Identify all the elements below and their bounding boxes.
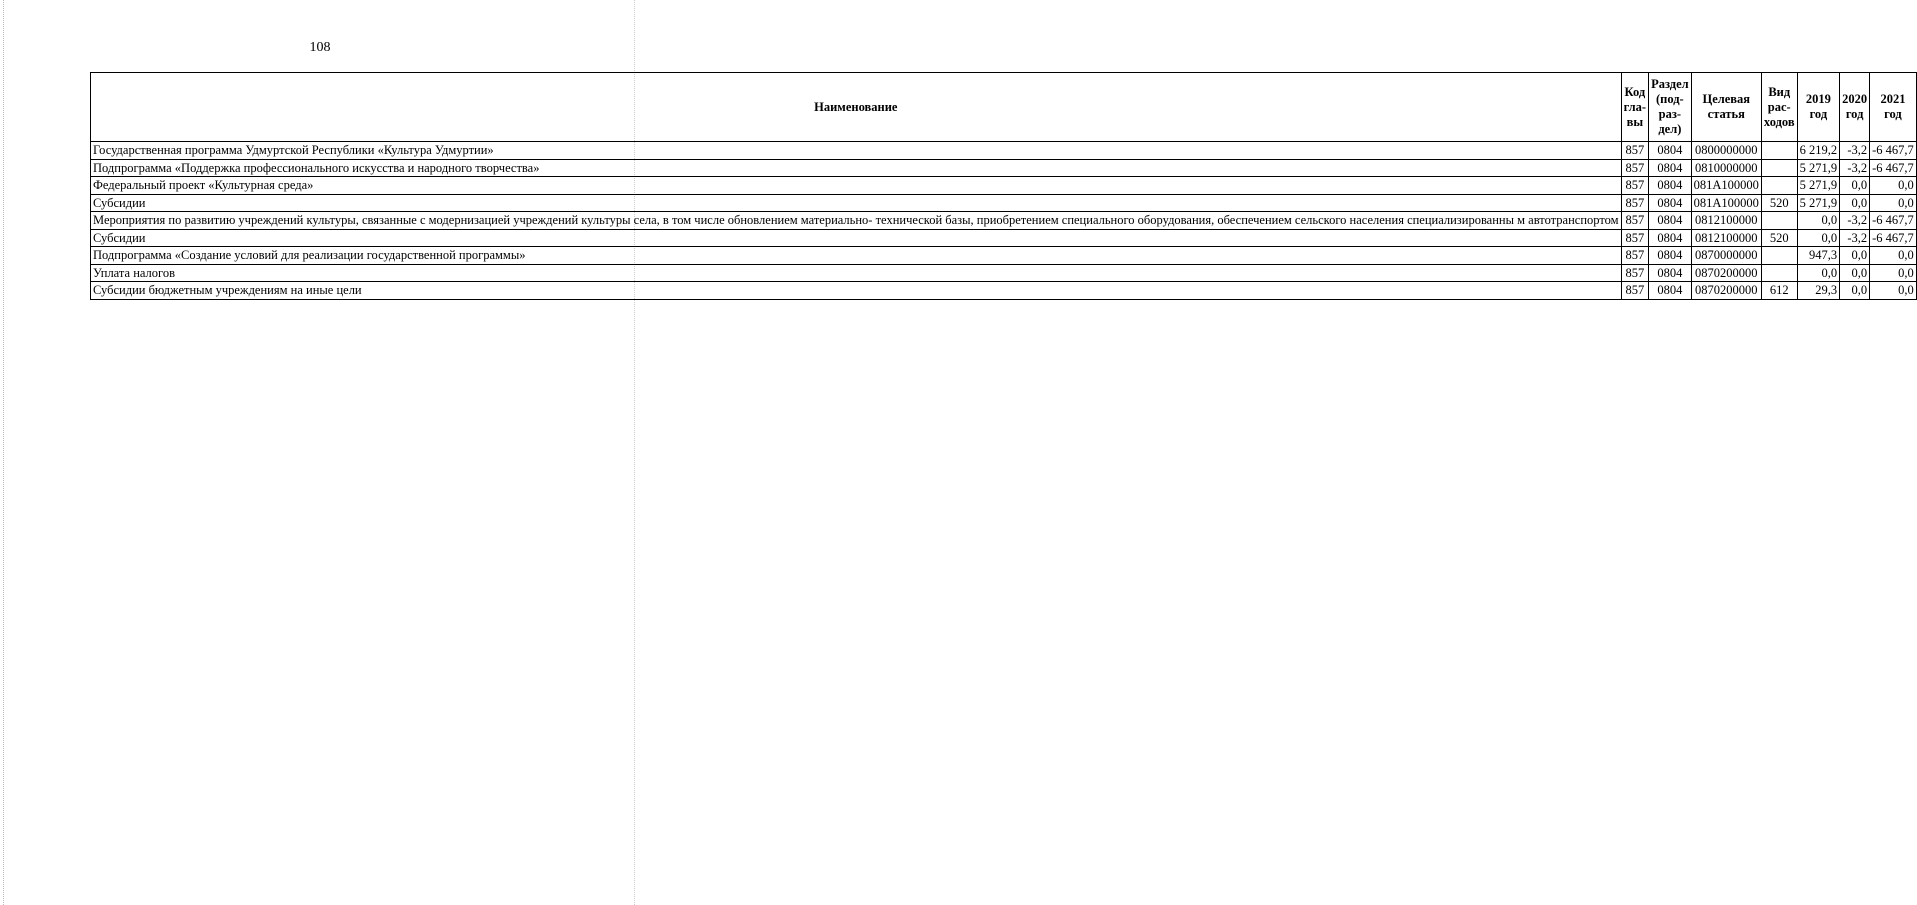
row-name: Субсидии xyxy=(91,229,1622,247)
table-row xyxy=(91,142,1917,160)
row-value-2020: 0,0 xyxy=(1840,177,1870,195)
row-expense-type: 520 xyxy=(1761,194,1797,212)
table-row xyxy=(91,264,1917,282)
row-value-2019: 5 271,9 xyxy=(1797,177,1840,195)
header-chapter-code: Код гла- вы xyxy=(1621,73,1648,142)
row-value-2021: -6 467,7 xyxy=(1870,159,1917,177)
row-chapter-code: 857 xyxy=(1621,229,1648,247)
row-value-2021: 0,0 xyxy=(1870,282,1917,300)
table-row xyxy=(91,194,1917,212)
row-target-article: 0870000000 xyxy=(1691,247,1761,265)
row-value-2019: 947,3 xyxy=(1797,247,1840,265)
row-section: 0804 xyxy=(1649,159,1692,177)
row-value-2020: 0,0 xyxy=(1840,247,1870,265)
header-2019: 2019 год xyxy=(1797,73,1840,142)
row-expense-type xyxy=(1761,247,1797,265)
row-expense-type xyxy=(1761,142,1797,160)
scan-edge-left xyxy=(3,0,5,905)
header-2020: 2020 год xyxy=(1840,73,1870,142)
row-value-2019: 6 219,2 xyxy=(1797,142,1840,160)
table-row xyxy=(91,177,1917,195)
row-value-2021: -6 467,7 xyxy=(1870,229,1917,247)
row-section: 0804 xyxy=(1649,264,1692,282)
header-section: Раздел (под- раз- дел) xyxy=(1649,73,1692,142)
row-target-article: 081A100000 xyxy=(1691,194,1761,212)
row-expense-type xyxy=(1761,212,1797,230)
row-target-article: 0812100000 xyxy=(1691,212,1761,230)
row-chapter-code: 857 xyxy=(1621,212,1648,230)
page-number: 108 xyxy=(309,40,331,55)
row-value-2020: 0,0 xyxy=(1840,282,1870,300)
row-name: Государственная программа Удмуртской Республики «Культура Удмуртии» xyxy=(91,142,1622,160)
row-section: 0804 xyxy=(1649,212,1692,230)
header-name: Наименование xyxy=(91,73,1622,142)
row-target-article: 0870200000 xyxy=(1691,264,1761,282)
row-value-2020: -3,2 xyxy=(1840,212,1870,230)
row-section: 0804 xyxy=(1649,229,1692,247)
row-name: Подпрограмма «Поддержка профессионального искусства и народного творчества» xyxy=(91,159,1622,177)
row-section: 0804 xyxy=(1649,142,1692,160)
row-value-2021: 0,0 xyxy=(1870,177,1917,195)
row-value-2021: 0,0 xyxy=(1870,247,1917,265)
row-chapter-code: 857 xyxy=(1621,282,1648,300)
row-chapter-code: 857 xyxy=(1621,177,1648,195)
row-chapter-code: 857 xyxy=(1621,194,1648,212)
row-value-2019: 29,3 xyxy=(1797,282,1840,300)
row-value-2021: -6 467,7 xyxy=(1870,142,1917,160)
table-row xyxy=(91,212,1917,230)
table-row xyxy=(91,247,1917,265)
row-expense-type: 612 xyxy=(1761,282,1797,300)
row-value-2019: 0,0 xyxy=(1797,229,1840,247)
table-row xyxy=(91,282,1917,300)
row-value-2020: 0,0 xyxy=(1840,194,1870,212)
row-expense-type xyxy=(1761,159,1797,177)
row-value-2020: -3,2 xyxy=(1840,142,1870,160)
row-target-article: 0800000000 xyxy=(1691,142,1761,160)
row-value-2019: 5 271,9 xyxy=(1797,159,1840,177)
row-value-2019: 0,0 xyxy=(1797,212,1840,230)
row-section: 0804 xyxy=(1649,282,1692,300)
row-value-2021: -6 467,7 xyxy=(1870,212,1917,230)
row-value-2020: 0,0 xyxy=(1840,264,1870,282)
row-value-2021: 0,0 xyxy=(1870,194,1917,212)
row-expense-type xyxy=(1761,264,1797,282)
row-section: 0804 xyxy=(1649,247,1692,265)
row-chapter-code: 857 xyxy=(1621,159,1648,177)
row-value-2020: -3,2 xyxy=(1840,159,1870,177)
row-name: Субсидии xyxy=(91,194,1622,212)
row-target-article: 0810000000 xyxy=(1691,159,1761,177)
row-target-article: 0812100000 xyxy=(1691,229,1761,247)
row-target-article: 081A100000 xyxy=(1691,177,1761,195)
row-chapter-code: 857 xyxy=(1621,142,1648,160)
row-name: Субсидии бюджетным учреждениям на иные цели xyxy=(91,282,1622,300)
row-value-2019: 0,0 xyxy=(1797,264,1840,282)
table-row xyxy=(91,229,1917,247)
row-expense-type xyxy=(1761,177,1797,195)
row-section: 0804 xyxy=(1649,177,1692,195)
row-expense-type: 520 xyxy=(1761,229,1797,247)
row-name: Мероприятия по развитию учреждений культуры, связанные с модернизацией учреждений культуры села, в том числе обновлением материально- технической базы, приобретением специального оборудования, обеспечением сельского населения специализированны м автотранспортом xyxy=(91,212,1622,230)
row-section: 0804 xyxy=(1649,194,1692,212)
row-target-article: 0870200000 xyxy=(1691,282,1761,300)
budget-table xyxy=(90,72,1917,300)
row-name: Федеральный проект «Культурная среда» xyxy=(91,177,1622,195)
row-value-2020: -3,2 xyxy=(1840,229,1870,247)
header-2021: 2021 год xyxy=(1870,73,1917,142)
row-value-2019: 5 271,9 xyxy=(1797,194,1840,212)
row-value-2021: 0,0 xyxy=(1870,264,1917,282)
row-name: Уплата налогов xyxy=(91,264,1622,282)
header-expense-type: Вид рас- ходов xyxy=(1761,73,1797,142)
table-row xyxy=(91,159,1917,177)
row-chapter-code: 857 xyxy=(1621,264,1648,282)
header-target-article: Целевая статья xyxy=(1691,73,1761,142)
table-header-row xyxy=(91,73,1917,142)
row-name: Подпрограмма «Создание условий для реализации государственной программы» xyxy=(91,247,1622,265)
row-chapter-code: 857 xyxy=(1621,247,1648,265)
